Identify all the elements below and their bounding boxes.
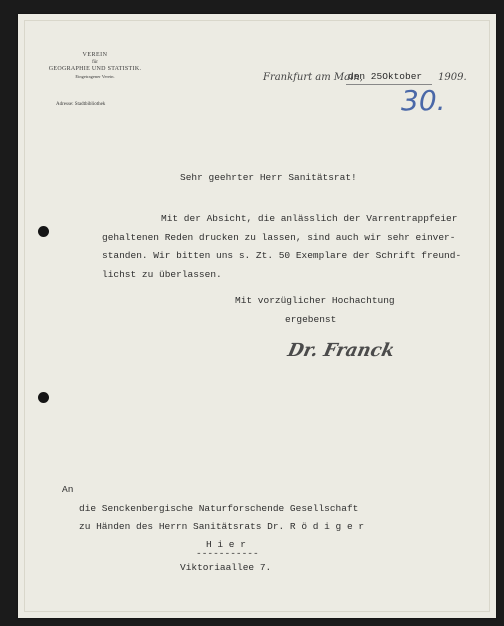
signature: Dr. Franck xyxy=(285,340,397,361)
recipient-an: An xyxy=(62,484,74,495)
letter-page xyxy=(18,14,496,618)
body-line: Mit der Absicht, die anlässlich der Varrentrappfeier xyxy=(161,213,458,224)
dateline-place: Frankfurt am Main, xyxy=(263,72,363,83)
dateline-year: 1909. xyxy=(438,72,467,83)
letterhead-line3: GEOGRAPHIE UND STATISTIK. xyxy=(48,66,142,72)
letterhead-line2: für xyxy=(92,60,98,65)
dateline-date: den 25Oktober xyxy=(348,71,423,82)
closing: Mit vorzüglicher Hochachtung xyxy=(235,295,395,306)
body-line: standen. Wir bitten uns s. Zt. 50 Exemplare der Schrift freund- xyxy=(102,250,462,261)
punch-hole xyxy=(38,392,49,403)
file-number: 30. xyxy=(401,84,446,117)
recipient-line1: die Senckenbergische Naturforschende Gesellschaft xyxy=(79,503,359,514)
body-line: gehaltenen Reden drucken zu lassen, sind auch wir sehr einver- xyxy=(102,232,456,243)
recipient-line2: zu Händen des Herrn Sanitätsrats Dr. R ö d i g e r xyxy=(79,521,365,532)
letterhead-line4: Eingetragener Verein. xyxy=(75,74,115,79)
letterhead-line1: VEREIN xyxy=(82,52,108,58)
letterhead xyxy=(40,52,150,80)
punch-hole xyxy=(38,226,49,237)
body-line: lichst zu überlassen. xyxy=(102,269,222,280)
salutation: Sehr geehrter Herr Sanitätsrat! xyxy=(180,172,357,183)
recipient-underline: ----------- xyxy=(196,548,259,559)
closing-ergebenst: ergebenst xyxy=(285,314,337,325)
recipient-line3: H i e r xyxy=(206,539,246,550)
letterhead-address: Adresse: Stadtbibliothek xyxy=(56,102,106,107)
recipient-line4: Viktoriaallee 7. xyxy=(180,562,272,573)
